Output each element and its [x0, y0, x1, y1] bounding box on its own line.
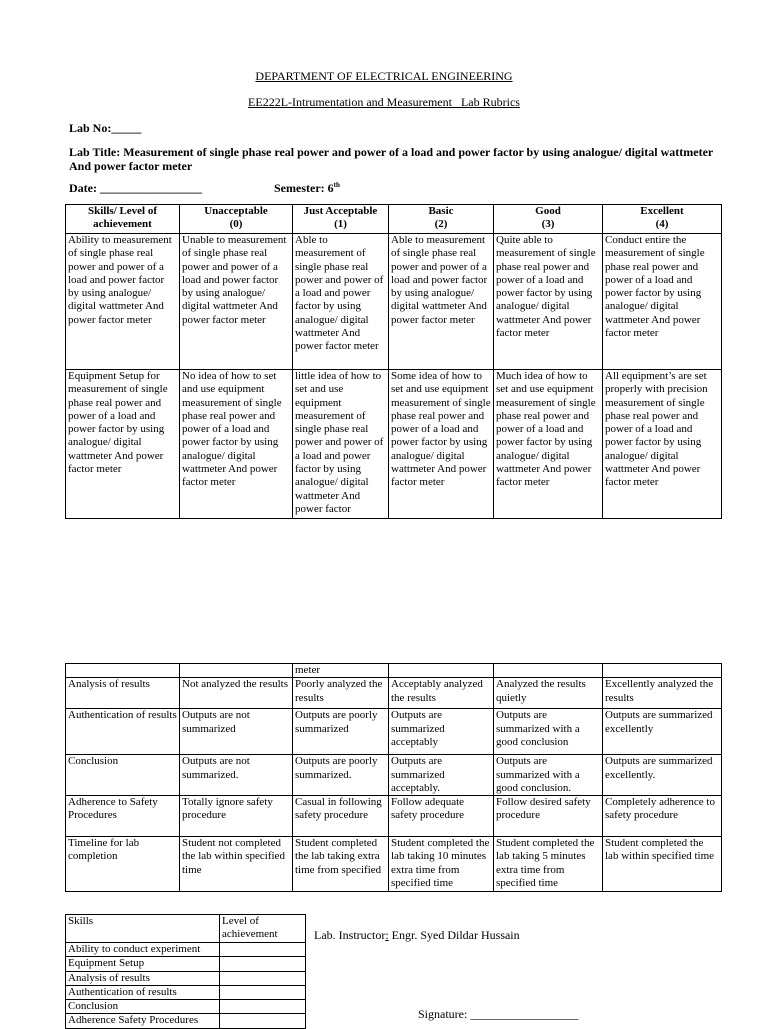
rubric-header-row	[66, 205, 722, 234]
department-title: DEPARTMENT OF ELECTRICAL ENGINEERING	[255, 69, 513, 83]
semester-field	[274, 181, 340, 195]
table-row	[66, 796, 722, 837]
table-cell: Able to measurement of single phase real power and power of a load and power factor by using analogue/ digital wattmeter And power factor meter	[293, 234, 389, 370]
summary-level-cell	[220, 1000, 306, 1014]
lab-instructor	[314, 928, 520, 942]
lab-no: Lab No:_____	[69, 121, 142, 135]
table-cell: Quite able to measurement of single phase real power and power of a load and power factor by using analogue/ digital wattmeter And power factor meter	[494, 234, 603, 370]
summary-header-skills: Skills	[66, 915, 220, 943]
table-cell: Not analyzed the results	[180, 678, 293, 709]
instructor-sep: :	[385, 928, 389, 942]
lab-title: Lab Title: Measurement of single phase real power and power of a load and power factor by using analogue/ digital wattmeter And power factor meter	[69, 145, 714, 173]
table-cell	[180, 664, 293, 678]
table-cell: Outputs are not summarized.	[180, 755, 293, 796]
table-cell: Ability to measurement of single phase real power and power of a load and power factor by using analogue/ digital wattmeter And power factor meter	[66, 234, 180, 370]
summary-header-row	[66, 915, 306, 943]
table-cell: Outputs are summarized acceptably.	[389, 755, 494, 796]
table-cell: Equipment Setup for measurement of single phase real power and power of a load and power factor by using analogue/ digital wattmeter And power factor meter	[66, 370, 180, 519]
table-cell: Unable to measurement of single phase real power and power of a load and power factor by using analogue/ digital wattmeter And power factor meter	[180, 234, 293, 370]
summary-skill: Analysis of results	[66, 971, 220, 985]
summary-table	[65, 914, 306, 1029]
table-row	[66, 957, 306, 971]
rubric-table-continued	[65, 663, 722, 892]
header-basic: Basic (2)	[389, 205, 494, 234]
table-cell: Some idea of how to set and use equipment measurement of single phase real power and power of a load and power factor by using analogue/ digital wattmeter And power factor meter	[389, 370, 494, 519]
summary-skill: Conclusion	[66, 1000, 220, 1014]
table-cell: Excellently analyzed the results	[603, 678, 722, 709]
table-cell: Follow desired safety procedure	[494, 796, 603, 837]
signature-line: Signature: __________________	[418, 1007, 579, 1021]
table-cell: Outputs are summarized with a good conclusion.	[494, 755, 603, 796]
semester-sup: th	[333, 181, 340, 189]
summary-level-cell	[220, 985, 306, 999]
summary-header-level: Level of achievement	[220, 915, 306, 943]
table-cell: Student not completed the lab within specified time	[180, 837, 293, 892]
table-cell: Able to measurement of single phase real power and power of a load and power factor by using analogue/ digital wattmeter And power factor meter	[389, 234, 494, 370]
table-cell: Adherence to Safety Procedures	[66, 796, 180, 837]
table-cell: Analysis of results	[66, 678, 180, 709]
summary-skill: Authentication of results	[66, 985, 220, 999]
summary-level-cell	[220, 943, 306, 957]
table-cell: Follow adequate safety procedure	[389, 796, 494, 837]
date-field: Date: _________________	[69, 181, 202, 195]
table-row	[66, 1000, 306, 1014]
table-row	[66, 709, 722, 755]
summary-skill: Equipment Setup	[66, 957, 220, 971]
table-row	[66, 234, 722, 370]
table-cell: Casual in following safety procedure	[293, 796, 389, 837]
table-cell: Authentication of results	[66, 709, 180, 755]
table-cell: little idea of how to set and use equipment measurement of single phase real power and power of a load and power factor by using analogue/ digital wattmeter And power factor	[293, 370, 389, 519]
table-row	[66, 985, 306, 999]
table-cell: Student completed the lab taking extra time from specified	[293, 837, 389, 892]
table-cell: Student completed the lab taking 5 minutes extra time from specified time	[494, 837, 603, 892]
header-excellent: Excellent (4)	[603, 205, 722, 234]
table-cell: Student completed the lab within specified time	[603, 837, 722, 892]
table-row	[66, 971, 306, 985]
table-row	[66, 664, 722, 678]
table-cell	[603, 664, 722, 678]
header-just-acceptable: Just Acceptable (1)	[293, 205, 389, 234]
table-cell: Outputs are poorly summarized	[293, 709, 389, 755]
table-row	[66, 370, 722, 519]
table-cell: Analyzed the results quietly	[494, 678, 603, 709]
table-row	[66, 943, 306, 957]
table-cell: Acceptably analyzed the results	[389, 678, 494, 709]
table-cell	[66, 664, 180, 678]
table-cell: Completely adherence to safety procedure	[603, 796, 722, 837]
semester-label: Semester: 6	[274, 181, 334, 195]
table-row	[66, 1014, 306, 1028]
header-skills: Skills/ Level of achievement	[66, 205, 180, 234]
table-cell: Outputs are poorly summarized.	[293, 755, 389, 796]
table-cell	[494, 664, 603, 678]
summary-skill: Ability to conduct experiment	[66, 943, 220, 957]
table-cell: Outputs are not summarized	[180, 709, 293, 755]
rubric-table	[65, 204, 722, 519]
table-cell: Timeline for lab completion	[66, 837, 180, 892]
summary-level-cell	[220, 971, 306, 985]
table-cell: Outputs are summarized with a good conclusion	[494, 709, 603, 755]
table-row	[66, 837, 722, 892]
summary-skill: Adherence Safety Procedures	[66, 1014, 220, 1028]
table-cell: Outputs are summarized acceptably	[389, 709, 494, 755]
table-cell: Outputs are summarized excellently	[603, 709, 722, 755]
course-title: EE222L-Intrumentation and Measurement Lab Rubrics	[248, 95, 520, 109]
header-good: Good (3)	[494, 205, 603, 234]
instructor-name: Engr. Syed Dildar Hussain	[388, 928, 520, 942]
table-cell: Conclusion	[66, 755, 180, 796]
table-cell: Outputs are summarized excellently.	[603, 755, 722, 796]
header-unacceptable: Unacceptable (0)	[180, 205, 293, 234]
table-cell: All equipment’s are set properly with precision measurement of single phase real power and power of a load and power factor by using analogue/ digital wattmeter And power factor meter	[603, 370, 722, 519]
table-cell: meter	[293, 664, 389, 678]
table-cell: Poorly analyzed the results	[293, 678, 389, 709]
table-cell: No idea of how to set and use equipment measurement of single phase real power and power of a load and power factor by using analogue/ digital wattmeter And power factor meter	[180, 370, 293, 519]
table-row	[66, 755, 722, 796]
table-cell: Conduct entire the measurement of single phase real power and power of a load and power factor by using analogue/ digital wattmeter And power factor meter	[603, 234, 722, 370]
table-cell: Much idea of how to set and use equipment measurement of single phase real power and power of a load and power factor by using analogue/ digital wattmeter And power factor meter	[494, 370, 603, 519]
table-cell	[389, 664, 494, 678]
table-cell: Student completed the lab taking 10 minutes extra time from specified time	[389, 837, 494, 892]
table-cell: Totally ignore safety procedure	[180, 796, 293, 837]
table-row	[66, 678, 722, 709]
instructor-label: Lab. Instructor	[314, 928, 386, 942]
summary-level-cell	[220, 957, 306, 971]
summary-level-cell	[220, 1014, 306, 1028]
